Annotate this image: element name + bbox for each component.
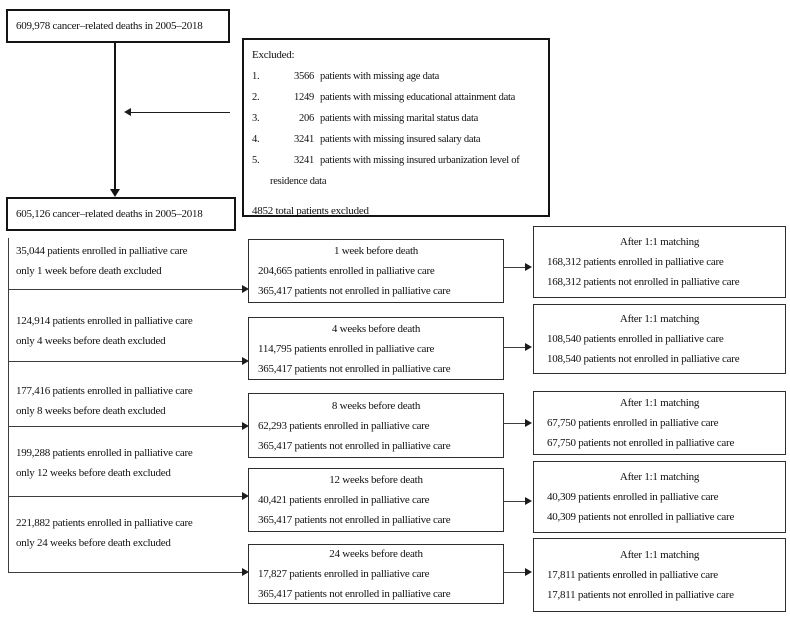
exclusion-note-line1: 177,416 patients enrolled in palliative care <box>16 385 193 397</box>
matched-box-1week <box>533 226 786 298</box>
item-count: 3241 <box>294 134 314 145</box>
match-connector-line <box>503 347 527 348</box>
match-connector-line <box>503 267 527 268</box>
exclusion-note-line2: only 1 week before death excluded <box>16 265 162 277</box>
item-text: patients with missing insured salary data <box>320 134 481 145</box>
exclusion-note-line1: 35,044 patients enrolled in palliative care <box>16 245 188 257</box>
cohort-box-title: 12 weeks before death <box>329 474 423 486</box>
cohort-box-4weeks <box>248 317 504 380</box>
cohort-enrolled: 40,421 patients enrolled in palliative care <box>258 494 430 506</box>
remaining-deaths-box <box>6 197 236 231</box>
matched-not-enrolled: 67,750 patients not enrolled in palliative care <box>547 437 735 449</box>
matched-enrolled: 108,540 patients enrolled in palliative care <box>547 333 724 345</box>
item-text: patients with missing marital status data <box>320 113 479 124</box>
matched-enrolled: 67,750 patients enrolled in palliative care <box>547 417 719 429</box>
right-arrow-icon <box>525 568 532 576</box>
item-count: 3241 <box>294 155 314 166</box>
excluded-item <box>252 129 540 150</box>
exclusion-note-5 <box>16 513 258 553</box>
item-count: 3566 <box>294 71 314 82</box>
remaining-deaths-text: 605,126 cancer–related deaths in 2005–2018 <box>16 208 203 220</box>
row-connector-line <box>8 572 245 573</box>
matched-box-24weeks <box>533 538 786 612</box>
excluded-connector-line <box>131 112 230 113</box>
matched-box-4weeks <box>533 304 786 374</box>
exclusion-note-line1: 199,288 patients enrolled in palliative care <box>16 447 193 459</box>
item-number: 2. <box>252 92 260 103</box>
matched-box-12weeks <box>533 461 786 533</box>
left-arrow-icon <box>124 108 131 116</box>
cohort-box-title: 1 week before death <box>333 245 419 257</box>
matched-not-enrolled: 17,811 patients not enrolled in palliative care <box>547 589 734 601</box>
cohort-not-enrolled: 365,417 patients not enrolled in palliative care <box>258 362 451 375</box>
exclusion-note-line2: only 24 weeks before death excluded <box>16 537 171 549</box>
cohort-not-enrolled: 365,417 patients not enrolled in palliative care <box>258 514 451 526</box>
cohort-enrolled: 204,665 patients enrolled in palliative care <box>258 265 435 277</box>
excluded-box <box>242 38 550 217</box>
item-count: 1249 <box>294 92 314 103</box>
matched-box-title: After 1:1 matching <box>619 313 700 325</box>
cohort-box-title: 24 weeks before death <box>329 548 423 560</box>
item-number: 3. <box>252 113 260 124</box>
match-connector-line <box>503 572 527 573</box>
excluded-item <box>252 108 540 129</box>
cohort-box-12weeks <box>248 468 504 532</box>
exclusion-note-line2: only 4 weeks before death excluded <box>16 335 166 347</box>
item-text: patients with missing educational attainment data <box>320 92 516 103</box>
exclusion-note-1 <box>16 241 258 281</box>
down-connector-line <box>114 43 116 189</box>
exclusion-note-3 <box>16 381 258 421</box>
match-connector-line <box>503 501 527 502</box>
excluded-title: Excluded: <box>252 49 295 61</box>
exclusion-note-line1: 221,882 patients enrolled in palliative care <box>16 517 193 529</box>
row-connector-line <box>8 496 245 497</box>
excluded-item <box>252 66 540 87</box>
right-arrow-icon <box>525 419 532 427</box>
cohort-enrolled: 114,795 patients enrolled in palliative care <box>258 342 435 355</box>
row-connector-line <box>8 426 245 427</box>
cohort-not-enrolled: 365,417 patients not enrolled in palliative care <box>258 285 451 297</box>
item-number: 4. <box>252 134 260 145</box>
total-deaths-box <box>6 9 230 43</box>
match-connector-line <box>503 423 527 424</box>
excluded-total: 4852 total patients excluded <box>252 205 369 217</box>
exclusion-note-line2: only 8 weeks before death excluded <box>16 405 166 417</box>
cohort-box-title: 4 weeks before death <box>331 322 421 335</box>
cohort-box-1week <box>248 239 504 303</box>
matched-enrolled: 17,811 patients enrolled in palliative care <box>547 569 718 581</box>
item-text: patients with missing insured urbanization level of <box>320 155 520 166</box>
cohort-box-title: 8 weeks before death <box>331 399 421 412</box>
cohort-box-8weeks <box>248 393 504 458</box>
excluded-item <box>252 87 540 108</box>
down-arrow-icon <box>110 189 120 197</box>
item-number: 5. <box>252 155 260 166</box>
cohort-enrolled: 62,293 patients enrolled in palliative care <box>258 419 430 432</box>
matched-enrolled: 40,309 patients enrolled in palliative care <box>547 491 719 503</box>
right-arrow-icon <box>525 497 532 505</box>
matched-box-8weeks <box>533 391 786 455</box>
excluded-item <box>252 150 540 171</box>
exclusion-note-line1: 124,914 patients enrolled in palliative care <box>16 315 193 327</box>
matched-not-enrolled: 168,312 patients not enrolled in palliative care <box>547 276 740 288</box>
matched-not-enrolled: 108,540 patients not enrolled in palliative care <box>547 353 740 365</box>
exclusion-note-2 <box>16 311 258 351</box>
matched-not-enrolled: 40,309 patients not enrolled in palliative care <box>547 511 735 523</box>
exclusion-note-4 <box>16 443 258 483</box>
row-connector-line <box>8 361 245 362</box>
matched-box-title: After 1:1 matching <box>619 397 700 409</box>
matched-box-title: After 1:1 matching <box>619 471 700 483</box>
item-number: 1. <box>252 71 260 82</box>
cohort-enrolled: 17,827 patients enrolled in palliative care <box>258 568 430 580</box>
matched-box-title: After 1:1 matching <box>619 549 700 561</box>
item-count: 206 <box>299 113 314 124</box>
cohort-box-24weeks <box>248 544 504 604</box>
right-arrow-icon <box>525 263 532 271</box>
total-deaths-text: 609,978 cancer–related deaths in 2005–2018 <box>16 20 203 32</box>
matched-enrolled: 168,312 patients enrolled in palliative care <box>547 256 724 268</box>
exclusion-note-line2: only 12 weeks before death excluded <box>16 467 171 479</box>
row-connector-line <box>8 289 245 290</box>
item-text: patients with missing age data <box>320 71 440 82</box>
cohort-not-enrolled: 365,417 patients not enrolled in palliative care <box>258 588 451 600</box>
item-text-continuation: residence data <box>270 176 327 187</box>
cohort-not-enrolled: 365,417 patients not enrolled in palliative care <box>258 439 451 452</box>
right-arrow-icon <box>525 343 532 351</box>
matched-box-title: After 1:1 matching <box>619 236 700 248</box>
